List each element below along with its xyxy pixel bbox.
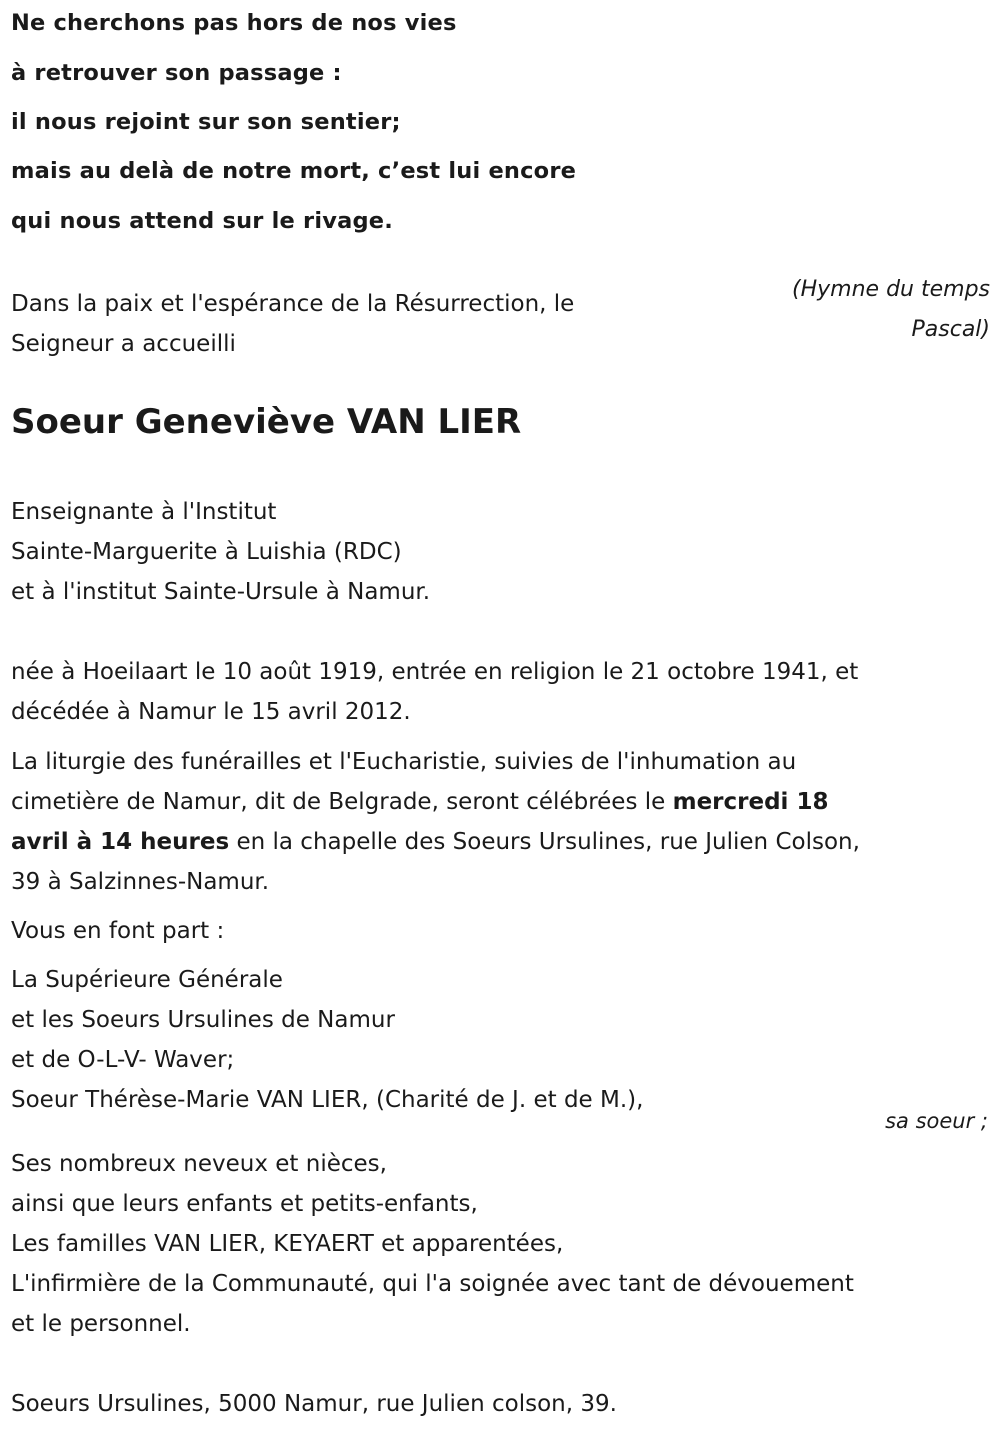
mourner-line: et les Soeurs Ursulines de Namur [11,1007,395,1033]
poem-line: il nous rejoint sur son sentier; [11,109,401,135]
intro-text [11,284,574,364]
poem-line: Ne cherchons pas hors de nos vies [11,10,457,36]
mourners-list [11,1144,854,1344]
announce-text: Vous en font part : [11,918,225,944]
deceased-name: Soeur Geneviève VAN LIER [11,402,522,442]
intro-line: Seigneur a accueilli [11,331,236,357]
funeral-text: cimetière de Namur, dit de Belgrade, seront célébrées le [11,789,673,815]
mourners-list [11,960,643,1120]
birth-death-line: décédée à Namur le 15 avril 2012. [11,699,411,725]
mourner-line: La Supérieure Générale [11,967,283,993]
funeral-time: avril à 14 heures [11,829,230,855]
mourner-line: et le personnel. [11,1311,191,1337]
mourner-line: Les familles VAN LIER, KEYAERT et apparentées, [11,1231,564,1257]
funeral-details [11,742,860,902]
relation-label: sa soeur ; [885,1109,988,1133]
poem-line: à retrouver son passage : [11,60,342,86]
hymn-attribution [792,270,990,350]
mourner-line: Ses nombreux neveux et nièces, [11,1151,387,1177]
funeral-text: en la chapelle des Soeurs Ursulines, rue Julien Colson, [229,829,860,855]
intro-line: Dans la paix et l'espérance de la Résurrection, le [11,291,575,317]
occupation [11,492,430,612]
mourner-line: et de O-L-V- Waver; [11,1047,235,1073]
funeral-line: 39 à Salzinnes-Namur. [11,869,270,895]
address: Soeurs Ursulines, 5000 Namur, rue Julien colson, 39. [11,1391,617,1417]
birth-death [11,652,858,732]
occupation-line: Sainte-Marguerite à Luishia (RDC) [11,539,402,565]
funeral-date: mercredi 18 [672,789,829,815]
mourner-line: Soeur Thérèse-Marie VAN LIER, (Charité de J. et de M.), [11,1087,644,1113]
funeral-line [11,822,860,862]
hymn-attribution-line: Pascal) [911,317,990,342]
occupation-line: et à l'institut Sainte-Ursule à Namur. [11,579,431,605]
mourner-line: L'infirmière de la Communauté, qui l'a soignée avec tant de dévouement [11,1271,854,1297]
birth-death-line: née à Hoeilaart le 10 août 1919, entrée en religion le 21 octobre 1941, et [11,659,859,685]
hymn-attribution-line: (Hymne du temps [792,277,990,302]
poem-line: mais au delà de notre mort, c’est lui encore [11,158,577,184]
poem-line: qui nous attend sur le rivage. [11,208,394,234]
funeral-line: La liturgie des funérailles et l'Eucharistie, suivies de l'inhumation au [11,749,797,775]
occupation-line: Enseignante à l'Institut [11,499,277,525]
mourner-line: ainsi que leurs enfants et petits-enfants, [11,1191,478,1217]
funeral-line [11,782,860,822]
